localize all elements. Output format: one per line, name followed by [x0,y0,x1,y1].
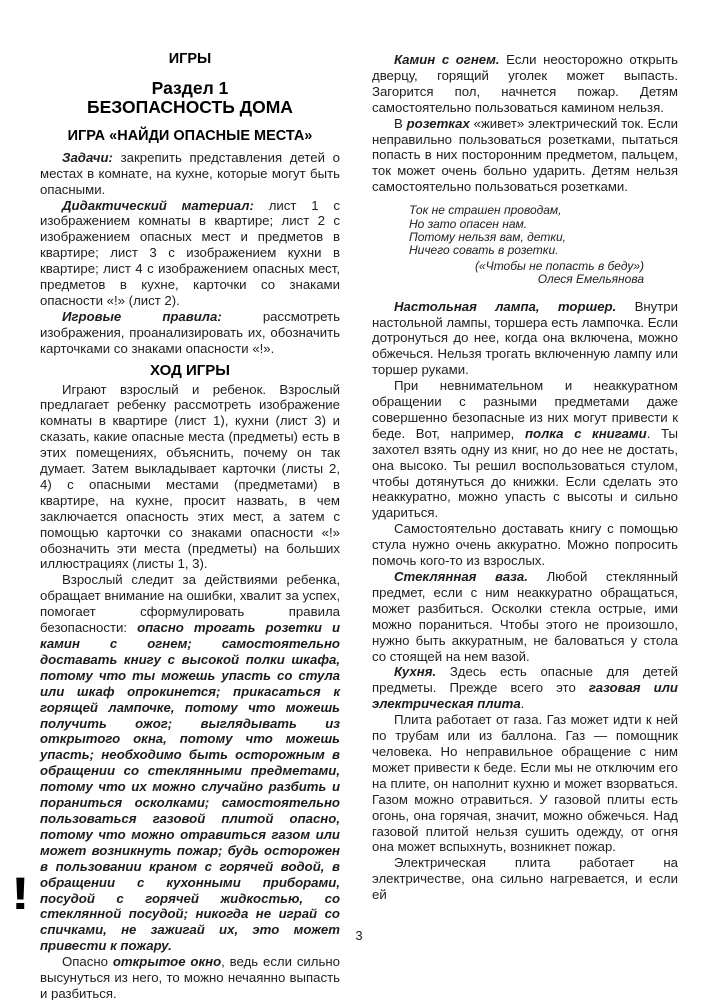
tasks-paragraph [40,150,340,198]
bookshelf-post: . Ты захотел взять одну из книг, но до нее не достать, она высоко. Ты решил воспользоваться стулом, чтобы дотянуться до книжки. Если сделать это неаккуратно, можно упасть с высоты и сильно удариться. [372,425,678,521]
section-title: БЕЗОПАСНОСТЬ ДОМА [87,97,293,118]
lamp-paragraph [372,299,678,379]
sockets-pre: В [394,115,403,131]
rules-text: рассмотреть изображения, проанализировать их, обозначить карточками со знаками опасности «!». [40,308,340,356]
vase-text: Любой стеклянный предмет, если с ним неаккуратно обращаться, может разбиться. Осколки стекла острые, ими можно пораниться. Чтобы этого не произошло, нужно быть аккуратным, не баловаться у стола со стоящей на нем вазой. [372,569,678,664]
section-label: Раздел 1 [151,77,229,98]
gas-stove-paragraph: Плита работает от газа. Газ может идти к ней по трубам или из баллона. Газ — помощник человека. Но неправильное обращение с ним может привести к беде. Если мы не отключим его на плите, он наполнит кухню и может взорваться. Газом можно отравиться. У газовой плиты есть огонь, она горячая, значит, можно обжечься. Над газовой плитой нельзя сушить одежду, от огня она может вспыхнуть, возникнет пожар. [372,712,678,855]
game-title: ИГРА «НАЙДИ ОПАСНЫЕ МЕСТА» [67,127,313,144]
sockets-text: «живет» электрический ток. Если неправильно пользоваться розетками, пытаться попасть в них посторонним предметом, пальцем, ток может очень больно ударить. Детям нельзя самостоятельно пользоваться розетками. [372,115,678,195]
window-warning-post: , ведь если сильно высунуться из него, то можно нечаянно выпасть и разбиться. [40,954,340,1000]
rules-paragraph [40,309,340,357]
course-paragraph-2-intro: Взрослый следит за действиями ребенка, обращает внимание на ошибки, хвалит за успех, помогает сформулировать правила безопасности: [40,572,340,636]
poem-line: Но зато опасен нам. [409,216,528,231]
bookshelf-pre: При невнимательном и неаккуратном обращении с разными предметами даже совершенно безопасные из них могут привести к беде. Вот, например, [372,378,678,441]
fireplace-label: Камин с огнем. [394,52,500,67]
page-number: 3 [355,928,363,943]
rules-label: Игровые правила: [62,308,222,324]
bookshelf-paragraph [372,378,678,521]
kitchen-paragraph [372,664,678,712]
vase-label: Стеклянная ваза. [394,569,528,584]
poem-source: («Чтобы не попасть в беду») [474,258,644,273]
materials-label: Дидактический материал: [62,197,254,213]
poem-block [372,204,678,258]
electric-stove-paragraph: Электрическая плита работает на электричестве, она сильно нагревается, и если ей [372,855,678,903]
materials-paragraph [40,198,340,309]
fireplace-text: Если неосторожно открыть дверцу, горящий уголек может выпасть. Загорится пол, начнется пожар. Детям самостоятельно пользоваться камином нельзя. [372,52,678,115]
section-heading [40,79,340,118]
bookshelf-paragraph-2: Самостоятельно доставать книгу с помощью стула нужно очень аккуратно. Можно попросить помочь кого-то из взрослых. [372,521,678,569]
bookshelf-emphasis: полка с книгами [524,425,647,441]
poem-author: Олеся Емельянова [537,272,644,287]
two-column-layout [40,52,678,1000]
kitchen-emphasis: газовая или электрическая плита [372,680,678,712]
safety-rules-emphasis: опасно трогать розетки и камин с огнем; самостоятельно доставать книгу с высокой полки шкафа, потому что ты можешь упасть со стула или шкаф опрокинется; прикасаться к горящей лампочке, потому что можешь получить ожог; выглядывать из открытого окна, потому что можешь упасть; необходимо быть осторожным в обращении со стеклянными предметами, потому что их можно случайно разбить и пораниться осколками; самостоятельно пользоваться газовой плитой опасно, потому что можно отравиться газом или может возникнуть пожар; будь осторожен в пользовании краном с горячей водой, в обращении с кухонными приборами, посудой с горячей жидкостью, со стеклянной посудой; никогда не играй со спичками, не зажигай их, это может привести к пожару. [40,620,340,954]
course-paragraph-2 [40,572,340,954]
sockets-paragraph [372,116,678,196]
fireplace-paragraph [372,52,678,116]
kitchen-mid: Здесь есть опасные для детей предметы. Прежде всего это [372,664,678,696]
right-column [372,52,678,1000]
window-warning-paragraph [40,954,340,1000]
left-column [40,52,340,1000]
kitchen-label: Кухня. [394,664,437,680]
danger-exclamation-icon: ! [11,868,30,919]
window-warning-pre: Опасно [62,954,108,970]
kitchen-post: . [520,696,525,712]
vase-paragraph [372,569,678,664]
materials-text: лист 1 с изображением комнаты в квартире; лист 2 с изображением опасных мест и предметов в квартире; лист 3 с изображением кухни в квартире; лист 4 с изображением опасных мест, предметов в кухне, карточки со знаками опасности «!» (лист 2). [40,197,340,308]
course-paragraph-1: Играют взрослый и ребенок. Взрослый предлагает ребенку рассмотреть изображение комнаты в квартире (лист 1), кухни (лист 3) и сказать, какие опасные места (предметы) есть в этих помещениях, объяснить, почему он так думает. Затем выкладывает карточки (листы 2, 4) с опасными местами (предметами) в квартире, на кухне, просит назвать, в чем заключается опасность этих мест, а затем с помощью карточки со знаками опасности «!» обозначить эти места (предметы) на больших иллюстрациях (листы 1, 3). [40,381,340,572]
poem-line: Ток не страшен проводам, [409,203,562,218]
poem-line: Ничего совать в розетки. [409,243,559,258]
lamp-text: Внутри настольной лампы, торшера есть лампочка. Если дотронуться до нее, когда она включена, можно обжечься. Нельзя трогать включенную лампу или торшер руками. [372,298,678,378]
poem-line: Потому нельзя вам, детки, [409,229,567,244]
course-heading: ХОД ИГРЫ [150,361,230,379]
page-kicker: ИГРЫ [168,51,212,67]
lamp-label: Настольная лампа, торшер. [394,298,617,314]
tasks-text: закрепить представления детей о местах в комнате, на кухне, которые могут быть опасными. [40,149,340,197]
tasks-label: Задачи: [62,149,113,165]
sockets-emphasis: розетках [406,115,470,131]
window-warning-emphasis: открытое окно [112,954,222,970]
